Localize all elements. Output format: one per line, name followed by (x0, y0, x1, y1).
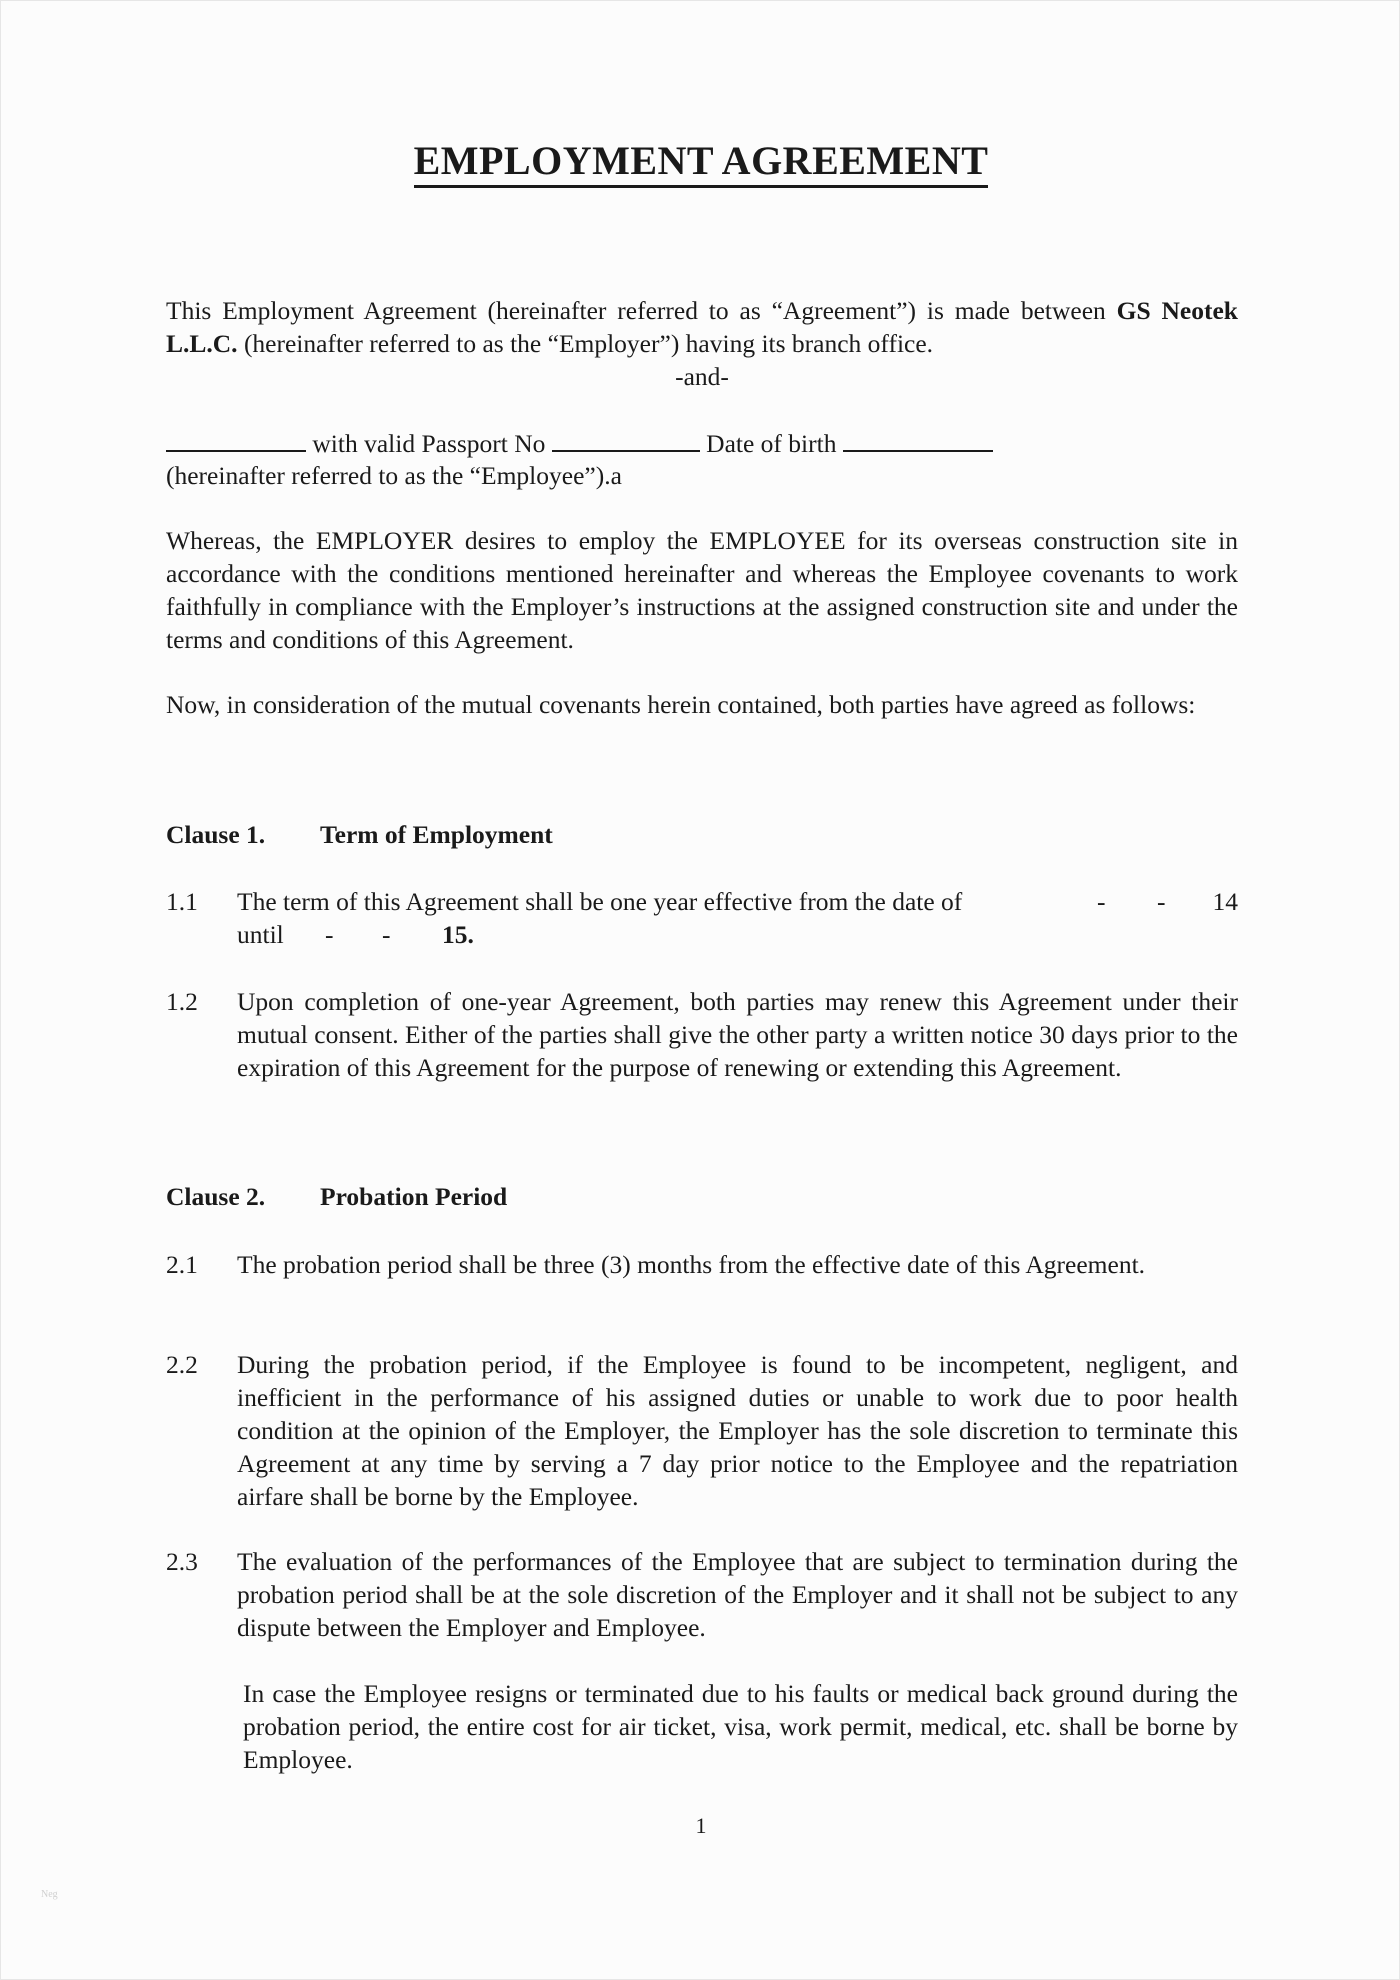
clause-2-number: Clause 2. (166, 1182, 266, 1211)
intro-text-2: (hereinafter referred to as the “Employer”) having its branch office. (237, 329, 934, 358)
document-title-text: EMPLOYMENT AGREEMENT (414, 138, 989, 188)
clause-item-2-2 (166, 1348, 1238, 1513)
clause-item-1-2 (166, 985, 1238, 1084)
item-text: During the probation period, if the Employee is found to be incompetent, negligent, and inefficient in the performance of his assigned duties or unable to work due to poor health condition at the opinion of the Employer, the Employer has the sole discretion to terminate this Agreement at any time by serving a 7 day prior notice to the Employee and the repatriation airfare shall be borne by the Employee. (237, 1350, 1238, 1511)
probation-note-text: In case the Employee resigns or terminated due to his faults or medical back ground during the probation period, the entire cost for air ticket, visa, work permit, medical, etc. shall be borne by Employee. (243, 1679, 1238, 1774)
start-year: 14 (1212, 887, 1238, 916)
passport-label: with valid Passport No (306, 429, 552, 458)
now-text: Now, in consideration of the mutual covenants herein contained, both parties have agreed as follows: (166, 690, 1196, 719)
now-paragraph (166, 688, 1238, 721)
watermark-text: Neg (41, 1889, 58, 1900)
item-text: The evaluation of the performances of the Employee that are subject to termination during the probation period shall be at the sole discretion of the Employer and it shall not be subject to any dispute between the Employer and Employee. (237, 1547, 1238, 1642)
item-number: 2.1 (166, 1250, 198, 1279)
item-number: 2.3 (166, 1547, 198, 1576)
clause-item-2-3 (166, 1545, 1238, 1644)
passport-number-blank[interactable] (552, 426, 700, 452)
document-title (1, 137, 1400, 184)
whereas-text: Whereas, the EMPLOYER desires to employ the EMPLOYEE for its overseas construction site in accordance with the conditions mentioned hereinafter and whereas the Employee covenants to work faithfully in compliance with the Employer’s instructions at the assigned construction site and under the terms and conditions of this Agreement. (166, 526, 1238, 654)
clause-item-1-1 (166, 885, 1238, 951)
page-number: 1 (695, 1813, 707, 1838)
clause-1-number: Clause 1. (166, 820, 266, 849)
date-dash: - (325, 920, 334, 949)
clause-item-2-1 (166, 1248, 1238, 1281)
company-name: GS Neotek L.L.C. (166, 296, 1238, 358)
date-dash: - (1157, 887, 1166, 916)
intro-paragraph (166, 294, 1238, 360)
date-dash: - (382, 920, 391, 949)
intro-text-1: This Employment Agreement (hereinafter referred to as “Agreement”) is made between (166, 296, 1117, 325)
item-number: 1.2 (166, 987, 198, 1016)
employee-name-blank[interactable] (166, 426, 306, 452)
clause-1-heading (166, 820, 553, 850)
end-year: 15. (442, 920, 474, 949)
and-text: -and- (675, 362, 729, 391)
clause-1-title: Term of Employment (320, 820, 553, 849)
item-number: 2.2 (166, 1350, 198, 1379)
employee-referred-line (166, 459, 1238, 492)
item-number: 1.1 (166, 887, 198, 916)
date-of-birth-blank[interactable] (843, 426, 993, 452)
whereas-paragraph (166, 524, 1238, 656)
employee-referred-text: (hereinafter referred to as the “Employee”).a (166, 461, 622, 490)
employee-line (166, 426, 1238, 460)
date-dash: - (1097, 887, 1106, 916)
dob-label: Date of birth (699, 429, 843, 458)
clause-2-heading (166, 1182, 507, 1212)
until-text: until (237, 920, 284, 949)
term-text: The term of this Agreement shall be one year effective from the date of (237, 887, 963, 916)
probation-note-paragraph (243, 1677, 1238, 1776)
clause-2-title: Probation Period (320, 1182, 508, 1211)
item-text: The probation period shall be three (3) months from the effective date of this Agreement. (237, 1250, 1146, 1279)
item-text (237, 885, 1238, 951)
item-text: Upon completion of one-year Agreement, both parties may renew this Agreement under their mutual consent. Either of the parties shall give the other party a written notice 30 days prior to the expiration of this Agreement for the purpose of renewing or extending this Agreement. (237, 987, 1238, 1082)
and-separator (166, 360, 1238, 393)
